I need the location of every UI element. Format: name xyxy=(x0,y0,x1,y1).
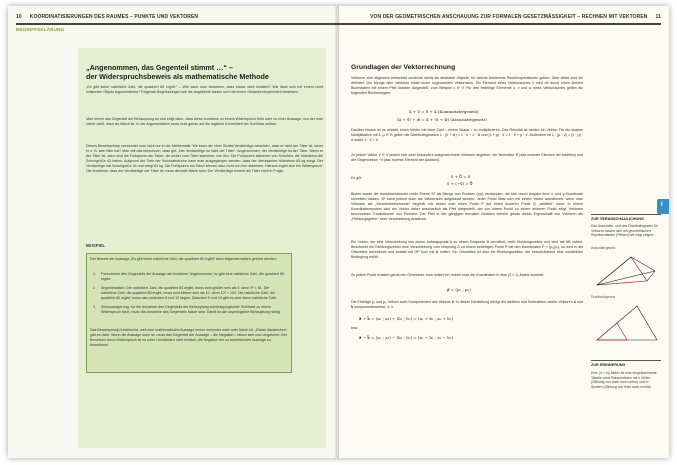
es-gilt-label: Es gilt: xyxy=(351,176,362,180)
position-vector-paragraph: Zu jedem Punkt existiert genau ein Ortsvektor, man notiert ihn, indem man die Koordinaten in eine (2 × 1)-Matrix schreibt: xyxy=(351,273,545,277)
formula-commutative: u⃗ + v⃗ = v⃗ + u⃗ (Kommutativgesetz) xyxy=(409,109,479,114)
right-header-rule xyxy=(339,23,661,25)
heading-line-2: der Widerspruchsbeweis als mathematische Methode xyxy=(86,71,269,81)
step-number: 2. xyxy=(93,286,96,290)
chapter-tab xyxy=(657,199,669,214)
scalar-paragraph: Darüber hinaus ist es erlaubt, einen Vektor mit einer Zahl – einem Skalar – zu multiplizieren. Das Resultat ist wieder ein Vektor. Für die skalare Multiplikation mit λ, μ ∈ ℝ gelten die Distributivgesetze λ · (v⃗ + w⃗) = λ · v⃗ + λ · w⃗ und (λ + μ) · v⃗ = λ · v⃗ + μ · v⃗. Außerdem ist λ · (μ · v⃗) = (λ · μ) · v⃗ sowie 1 · v⃗ = v⃗. xyxy=(351,128,583,142)
figure-caption-distributive: Distributivgesetz xyxy=(591,295,616,299)
right-running-title: VON DER GEOMETRISCHEN ANSCHAUUNG ZUR FORMALEN GESETZMÄSSIGKEIT – RECHNEN MIT VEKTOREN xyxy=(370,14,648,20)
left-running-head xyxy=(16,14,198,20)
step-text: Schlussfolgerung: Da die Annahme des Gegenteils der Behauptung schlüssig logischer Schlüsse zu einem Widerspruch führt, muss die Annahme des Gegenteils falsch sein. Damit ist die ursprüngliche Behauptung richtig. xyxy=(101,305,282,314)
example-steps xyxy=(93,272,285,319)
aside-text-reminder: Eine (n × m)-Matrix ist eine eingeklammerte Tabelle ohne Rahmenlinien mit n Zeilen (Zählung von oben nach unten) und m Spalten (Zählung von links nach rechts). xyxy=(591,371,657,389)
article-heading xyxy=(86,64,321,82)
heading-line-1: „Angenommen, das Gegenteil stimmt …“ – xyxy=(86,63,233,72)
formula-associative: (u⃗ + v⃗) + w⃗ = u⃗ + (v⃗ + w⃗) (Assoziativgesetz) xyxy=(397,117,487,122)
aside-text-illustration: Das Assoziativ- und das Distributivgesetz für Vektoren lassen sich mit geometrischen Repräsentanten (Pfeilen) wie folgt zeigen: xyxy=(591,224,658,238)
right-running-head xyxy=(370,14,661,20)
formula-inverse-vector: v⃗ + (−v⃗) = 0⃗ xyxy=(447,181,473,186)
r2-vectorspace-paragraph: Bisher wurde die zweidimensionale reelle Ebene ℝ² als Menge von Punkten (x|y) verstanden, die sich durch Angabe ihrer x- und y-Koordinate schreiben lassen. ℝ² kann jedoch auch als Vektorraum aufgefasst werden: Jeder Punkt lässt sich mit einem Vektor assoziieren, wenn man Vektoren als „Verschiebeelemente“ begreift, mit denen man einen Punkt P auf einen anderen Punkt Q „abbildet“ kann. In einem Koordinatensystem wird ein Vektor daher anschaulich als Pfeil dargestellt, der von einem Punkt zu einem anderen Punkt zeigt. Vektoren beschreiben Translationen von Punkten. Der Pfeil in der gängigen formalen Notation verleiht genau dieser Eigenschaft von Vektoren als „Richtungsgeber“ einer Verschiebung Ausdruck. xyxy=(351,192,583,221)
step-text: Formulieren des Gegenteils der Aussage als Annahme: Angenommen, es gibt eine natürliche Zahl, die quadriert 85 ergibt. xyxy=(101,272,284,281)
step-number: 3. xyxy=(93,305,96,309)
aside-heading-reminder: ZUR ERINNERUNG xyxy=(591,363,626,367)
left-page-number: 10 xyxy=(16,14,22,20)
section-tag: BEGRIFFSKLÄRUNG xyxy=(16,27,65,32)
left-header-rule xyxy=(16,23,339,25)
example-conclusion: Das Beweisprinzip funktioniert, weil eine mathematische Aussage immer entweder wahr oder falsch ist. „Etwas dazwischen“ gibt es nicht. Wenn die Aussage wahr ist, muss das Gegenteil der Aussage – die Negation – falsch sein und umgekehrt. Bei Beweisen durch Widerspruch ist es unter Umständen nicht einfach, die Negation der zu beweisenden Aussage zu formulieren. xyxy=(90,328,287,347)
components-paragraph: Die Einträge p₁ und p₂ heißen auch Komponenten des Vektors p⃗. In dieser Darstellung erfolgt die Addition und Subtraktion zweier Vektoren a⃗ und b⃗ komponentenweise, d. h. xyxy=(351,300,583,309)
formula-vector-addition: a⃗ + b⃗ = (a₁ ; a₂) + (b₁ ; b₂) = (a₁ + b₁ ; a₂ + b₂) xyxy=(359,316,454,321)
example-label: BEISPIEL xyxy=(86,243,106,248)
distributive-law-figure xyxy=(591,300,661,344)
step-number: 1. xyxy=(93,272,96,276)
example-intro: Der Beweis der Aussage „Es gibt keine natürliche Zahl, die quadriert 85 ergibt“ kann folgendermaßen geführt werden: xyxy=(90,257,277,261)
right-page xyxy=(339,6,669,458)
method-paragraph: Man nimmt das Gegenteil der Behauptung an und zeigt dann, dass diese Annahme zu einem Widerspruch führt oder zu einer Aussage, von der man sicher weiß, dass sie falsch ist. In der Argumentation muss man genau auf die logische Korrektheit der Schlüsse achten. xyxy=(86,117,323,126)
book-spread xyxy=(8,6,669,458)
aside-rule xyxy=(591,214,661,215)
intro-paragraph: „Es gibt keine natürliche Zahl, die quadriert 85 ergibt.“ – Wie kann man beweisen, dass etwas nicht existiert? Wie lässt sich mit einem nicht existenten Objekt argumentieren? Folgende Begründungen wie die angeführte lassen sich mit einem Gedankenexperiment beweisen: xyxy=(86,85,323,94)
formula-position-vector: p⃗ = (p₁ ; p₂) xyxy=(447,287,471,292)
list-item xyxy=(93,272,285,282)
right-page-number: 11 xyxy=(655,14,661,20)
left-page xyxy=(8,6,339,458)
neutral-element-paragraph: Zu jedem Vektor v⃗ ∈ V lassen sich zwei besonders ausgezeichnete Vektoren angeben, der Nullvektor 0⃗ (das neutrale Element der Addition) und der Gegenvektor −v⃗ (das inverse Element der Addition). xyxy=(351,153,583,162)
aside-rule xyxy=(591,360,661,361)
content-panel xyxy=(78,48,326,448)
left-running-title: KOORDINATISIERUNGEN DES RAUMES – PUNKTE UND VEKTOREN xyxy=(29,14,199,20)
list-item xyxy=(93,305,285,315)
associative-law-figure xyxy=(591,251,661,289)
vector-intro-paragraph: Vektoren sind allgemein betrachtet zunächst nichts als abstrakte Objekte, für welche bestimmte Rechenoperationen gelten: Über diese sind sie definiert. Die Menge aller Vektoren bildet einen sogenannten Vektorraum. Ein Element eines Vektorraumes V wird oft durch einen kleinen Buchstaben mit einem Pfeil darüber dargestellt, zum Beispiel v ∈ V. Für drei beliebige Elemente u, v und w eines Vektorraumes gelten die folgenden Rechenregeln: xyxy=(351,76,583,95)
bzw-label: bzw. xyxy=(351,326,359,330)
formula-zero-vector: v⃗ + 0⃗ = v⃗ xyxy=(451,174,471,179)
vector-heading: Grundlagen der Vektorrechnung xyxy=(351,64,456,71)
list-item xyxy=(93,286,285,301)
chapter-tab-label: I xyxy=(661,202,663,208)
example-crime-paragraph: Dieses Beweisprinzip verwendet man nicht nur in der Mathematik: Wir kann der einer Strafat Verdächtige beweisen, dass er nicht der Täter ist, wenn er z. B. kein Alibi hat? Man will das berechnen, dass gilt: „Der Verdächtige ist nicht der Täter“. Angenommen, der Verdächtige ist der Täter. Wenn er der Täter ist, dann sind die Fußspuren am Tatort, die sicher vom Täter stammen, von ihm. Die Fußspuren stammen von Schuhen, die höchstens die Schuhgröße 43 haben. Aufgrund der Tiefe der Schuhabdrücke kann man ausgegangen werden, dass der Verursacher höchstens 65 kg wiegt. Der Verdächtige hat Schuhgröße 44 und wiegt 83 kg. Die Fußspuren am Tatort können also nicht von ihm stammen. Hieraus ergibt sich ein Widerspruch. Die Annahme, dass der Verdächtige der Täter ist, muss deshalb falsch sein: Der Verdächtige kommt als Täter nicht in Frage. xyxy=(86,144,323,173)
figure-caption-associative: Assoziativgesetz xyxy=(591,246,616,250)
aside-heading-illustration: ZUR VERANSCHAULICHUNG xyxy=(591,217,644,221)
formula-vector-subtraction: a⃗ − b⃗ = (a₁ ; a₂) − (b₁ ; b₂) = (a₁ − b₁ ; a₂ − b₂) xyxy=(359,335,454,340)
step-text: Argumentation: Die natürliche Zahl, die quadriert 85 ergibt, muss echt größer sein als 9, denn 9² = 81. Die natürliche Zahl, die quadriert 85 ergibt, muss echt kleiner sein als 10, denn 10² = 100. Die natürliche Zahl, die quadriert 85 ergibt, muss also zwischen 9 und 10 liegen. Zwischen 9 und 10 gibt es aber keine natürliche Zahl. xyxy=(101,286,277,300)
direction-vector-paragraph: Ein Vektor, der eine Verschiebung von einem Anfangspunkt A zu einem Endpunkt B vermittelt, heißt Richtungsvektor und wird mit AB notiert. Beschreibt ein Richtungsvektor eine Verschiebung vom Ursprung O zu einem beliebigen Punkt P mit den Koordinaten P = (p₁|p₂), so wird er als Ortsvektor bezeichnet und anstatt mit OP kurz mit p⃗ notiert. Ein Ortsvektor ist also ein Richtungsvektor, der einschränkend eine zusätzliche Bedingung erfüllt. xyxy=(351,240,583,259)
